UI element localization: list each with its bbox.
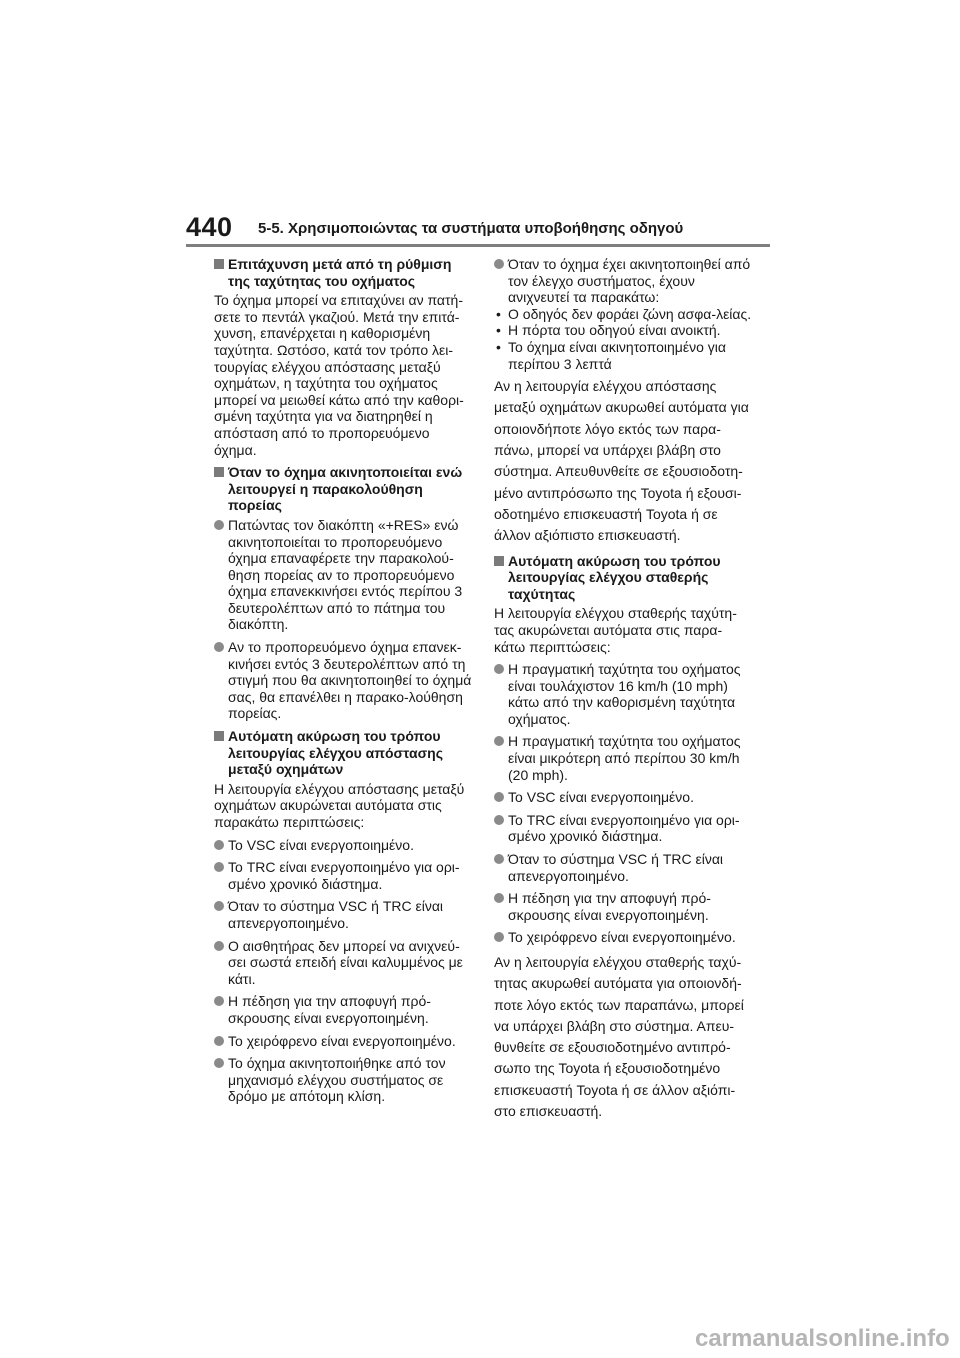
circle-bullet-icon: [494, 664, 504, 674]
square-bullet-icon: [494, 556, 504, 566]
list-item-text: Ο αισθητήρας δεν μπορεί να ανιχνεύ-σει σωστά επειδή είναι καλυμμένος με κάτι.: [228, 937, 463, 987]
circle-bullet-icon: [214, 941, 224, 951]
circle-bullet-icon: [494, 736, 504, 746]
paragraph: Αν η λειτουργία ελέγχου σταθερής ταχύ-τητας ακυρωθεί αυτόματα για οποιονδή-ποτε λόγο εκτός των παραπάνω, μπορεί να υπάρχει βλάβη στο σύστημα. Απευ-θυνθείτε σε εξουσιοδοτημένο αντιπρό-σωπο της Toyota ή εξουσιοδοτημένο επισκευαστή Toyota ή σε άλλον αξιόπι-στο επισκευαστή.: [494, 954, 744, 1120]
circle-bullet-icon: [214, 520, 224, 530]
header-rule: [186, 244, 770, 247]
page-number: 440: [186, 212, 233, 242]
list-item: [214, 517, 472, 633]
list-item-text: Το VSC είναι ενεργοποιημένο.: [228, 836, 414, 853]
square-bullet-icon: [214, 259, 224, 269]
list-item: [214, 938, 472, 988]
list-item-text: Το TRC είναι ενεργοποιημένο για ορι-σμένο χρονικό διάστημα.: [508, 811, 740, 845]
paragraph: Η λειτουργία ελέγχου σταθερής ταχύτη-τας ακυρώνεται αυτόματα στις παρα-κάτω περιπτώσεις:: [494, 605, 737, 655]
list-item-text: Όταν το σύστημα VSC ή TRC είναι απενεργοποιημένο.: [228, 898, 444, 931]
list-item-text: Η πέδηση για την αποφυγή πρό-σκρουσης είναι ενεργοποιημένη.: [228, 993, 431, 1026]
paragraph: Το όχημα μπορεί να επιταχύνει αν πατή-σετε το πεντάλ γκαζιού. Μετά την επιτά-χυνση, επανέρχεται η καθορισμένη ταχύτητα. Ωστόσο, κατά τον τρόπο λει-τουργίας ελέγχου απόστασης μεταξύ οχημάτων, η ταχύτητα του οχήματος μπορεί να μειωθεί κάτω από την καθορι-σμένη ταχύτητα για να διατηρηθεί η απόσταση από το προπορευόμενο όχημα.: [214, 292, 464, 458]
circle-bullet-icon: [494, 792, 504, 802]
list-item: [494, 812, 752, 845]
left-column: [214, 256, 472, 1111]
circle-bullet-icon: [494, 815, 504, 825]
circle-bullet-icon: [214, 840, 224, 850]
heading-vehicle-stops: [214, 464, 472, 514]
sub-list-item-text: Το όχημα είναι ακινητοποιημένο για περίπου 3 λεπτά: [508, 338, 726, 372]
paragraph: Η λειτουργία ελέγχου απόστασης μεταξύ οχημάτων ακυρώνεται αυτόματα στις παρακάτω περιπτώσεις:: [214, 780, 465, 830]
right-column: [494, 256, 752, 1128]
circle-bullet-icon: [214, 901, 224, 911]
section-title: 5-5. Χρησιμοποιώντας τα συστήματα υποβοήθησης οδηγού: [258, 220, 684, 237]
circle-bullet-icon: [214, 996, 224, 1006]
list-item: [214, 1055, 472, 1105]
list-item-text: Η πραγματική ταχύτητα του οχήματος είναι μικρότερη από περίπου 30 km/h (20 mph).: [508, 733, 741, 783]
heading-auto-cancel-constant-speed: [494, 553, 752, 603]
heading-text: Επιτάχυνση μετά από τη ρύθμιση της ταχύτητας του οχήματος: [228, 256, 452, 289]
list-item-text: Η πέδηση για την αποφυγή πρό-σκρουσης είναι ενεργοποιημένη.: [508, 890, 711, 923]
heading-text: Όταν το όχημα ακινητοποιείται ενώ λειτουργεί η παρακολούθηση πορείας: [228, 464, 463, 514]
circle-bullet-icon: [214, 642, 224, 652]
heading-text: Αυτόματη ακύρωση του τρόπου λειτουργίας ελέγχου απόστασης μεταξύ οχημάτων: [228, 728, 443, 778]
sub-list-item-text: Ο οδηγός δεν φοράει ζώνη ασφα-λείας.: [508, 305, 752, 322]
list-item: [214, 1033, 472, 1050]
list-item-text: Το χειρόφρενο είναι ενεργοποιημένο.: [508, 929, 736, 946]
watermark: carmanualsonline.info: [695, 1325, 950, 1352]
circle-bullet-icon: [214, 1058, 224, 1068]
list-item-text: Το TRC είναι ενεργοποιημένο για ορι-σμένο χρονικό διάστημα.: [228, 859, 460, 892]
list-item: [214, 993, 472, 1026]
sub-bullet-marker: •: [496, 338, 501, 355]
list-item: [494, 661, 752, 727]
list-item: [494, 789, 752, 806]
square-bullet-icon: [214, 731, 224, 741]
paragraph: Αν η λειτουργία ελέγχου απόστασης μεταξύ οχημάτων ακυρωθεί αυτόματα για οποιονδήποτε λόγο εκτός των παρα-πάνω, μπορεί να υπάρχει βλάβη στο σύστημα. Απευθυνθείτε σε εξουσιοδοτη-μένο αντιπρόσωπο της Toyota ή εξουσι-οδοτημένο επισκευαστή Toyota ή σε άλλον αξιόπιστο επισκευαστή.: [494, 378, 749, 544]
heading-auto-cancel-distance: [214, 728, 472, 778]
list-item: [494, 256, 752, 306]
list-item: [214, 639, 472, 722]
list-item-text: Το όχημα ακινητοποιήθηκε από τον μηχανισμό ελέγχου συστήματος σε δρόμο με απότομη κλίση.: [228, 1055, 446, 1105]
sub-list-item: [494, 306, 752, 323]
list-item: [494, 890, 752, 923]
sub-bullet-marker: •: [496, 305, 501, 322]
list-item-text: Όταν το σύστημα VSC ή TRC είναι απενεργοποιημένο.: [508, 851, 724, 884]
sub-list-item: [494, 339, 752, 372]
sub-list-item-text: Η πόρτα του οδηγού είναι ανοικτή.: [508, 322, 721, 339]
circle-bullet-icon: [494, 932, 504, 942]
circle-bullet-icon: [494, 259, 504, 269]
sub-list: [494, 306, 752, 372]
circle-bullet-icon: [494, 854, 504, 864]
circle-bullet-icon: [214, 1036, 224, 1046]
list-item-text: Πατώντας τον διακόπτη «+RES» ενώ ακινητοποιείται το προπορευόμενο όχημα επαναφέρετε την παρακολού-θηση πορείας αν το προπορευόμενο όχημα επανεκκινήσει εντός περίπου 3 δευτερολέπτων από το πάτημα του διακόπτη.: [228, 516, 463, 633]
sub-list-item: [494, 322, 752, 339]
list-item: [214, 859, 472, 892]
heading-acceleration: [214, 256, 472, 289]
square-bullet-icon: [214, 467, 224, 477]
list-item-text: Όταν το όχημα έχει ακινητοποιηθεί από τον έλεγχο συστήματος, έχουν ανιχνευτεί τα παρακάτω:: [508, 256, 751, 306]
list-item: [494, 733, 752, 783]
list-item-text: Το VSC είναι ενεργοποιημένο.: [508, 789, 694, 806]
list-item-text: Το χειρόφρενο είναι ενεργοποιημένο.: [228, 1032, 456, 1049]
list-item-text: Η πραγματική ταχύτητα του οχήματος είναι τουλάχιστον 16 km/h (10 mph) κάτω από την καθορισμένη ταχύτητα οχήματος.: [508, 661, 741, 727]
list-item-text: Αν το προπορευόμενο όχημα επανεκ-κινήσει εντός 3 δευτερολέπτων από τη στιγμή που θα ακινητοποιηθεί το όχημά σας, θα επανέλθει η παρακο-λούθηση πορείας.: [228, 639, 472, 722]
list-item: [494, 929, 752, 946]
circle-bullet-icon: [214, 862, 224, 872]
circle-bullet-icon: [494, 893, 504, 903]
heading-text: Αυτόματη ακύρωση του τρόπου λειτουργίας ελέγχου σταθερής ταχύτητας: [508, 552, 721, 602]
list-item: [494, 851, 752, 884]
sub-bullet-marker: •: [496, 322, 501, 339]
list-item: [214, 898, 472, 931]
list-item: [214, 837, 472, 854]
